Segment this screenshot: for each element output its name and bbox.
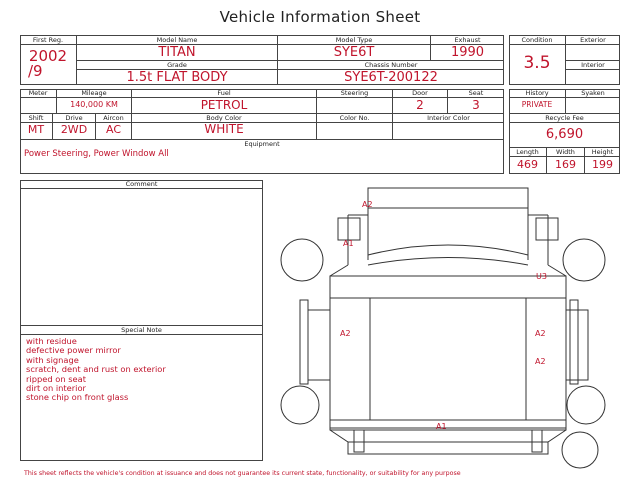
recycle-fee-label: Recycle Fee <box>545 114 584 122</box>
syaken-label: Syaken <box>581 89 605 97</box>
body-color-value: WHITE <box>204 122 244 136</box>
special-note-item: defective power mirror <box>26 345 121 356</box>
height-label: Height <box>591 148 614 156</box>
damage-mark-right-side-2: A2 <box>535 357 546 366</box>
mileage-value: 140,000 KM <box>70 100 118 109</box>
shift-label: Shift <box>28 114 44 122</box>
damage-mark-rear: A1 <box>436 422 447 431</box>
damage-mark-left-side: A2 <box>340 329 351 338</box>
special-note-item: dirt on interior <box>26 383 86 394</box>
model-name-label: Model Name <box>156 36 198 44</box>
length-label: Length <box>516 148 539 156</box>
width-value: 169 <box>555 158 576 171</box>
damage-mark-right-front: U3 <box>536 272 547 281</box>
door-value: 2 <box>416 98 424 112</box>
special-note-item: with signage <box>26 354 79 365</box>
body-color-label: Body Color <box>206 114 242 122</box>
interior-color-label: Interior Color <box>427 114 470 122</box>
equipment-value: Power Steering, Power Window All <box>24 149 169 159</box>
damage-mark-top: A2 <box>362 200 373 209</box>
sheet-title: Vehicle Information Sheet <box>219 8 421 26</box>
condition-value: 3.5 <box>523 53 551 73</box>
steering-label: Steering <box>340 89 369 97</box>
equipment-label: Equipment <box>244 140 280 148</box>
exhaust-value: 1990 <box>450 45 485 60</box>
special-note-item: stone chip on front glass <box>26 392 129 403</box>
recycle-fee-value: 6,690 <box>545 127 584 142</box>
disclaimer-footer: This sheet reflects the vehicle's condition at issuance and does not guarantee its current state, functionality, or suitability for any purpose <box>24 470 461 477</box>
comment-label: Comment <box>125 180 158 188</box>
mileage-label: Mileage <box>81 89 107 97</box>
shift-value: MT <box>27 123 45 136</box>
meter-label: Meter <box>28 89 48 97</box>
door-label: Door <box>412 89 428 97</box>
exterior-label: Exterior <box>580 36 606 44</box>
special-note-item: with residue <box>26 336 77 346</box>
chassis-number-label: Chassis Number <box>364 61 418 69</box>
length-value: 469 <box>517 158 538 171</box>
seat-value: 3 <box>472 98 480 112</box>
exhaust-label: Exhaust <box>454 36 481 44</box>
history-label: History <box>525 89 549 97</box>
aircon-value: AC <box>105 123 121 136</box>
fuel-value: PETROL <box>200 98 248 112</box>
grade-value: 1.5t FLAT BODY <box>126 70 228 85</box>
width-label: Width <box>556 148 575 156</box>
first-reg-month: /9 <box>28 62 43 80</box>
color-no-label: Color No. <box>339 114 370 122</box>
fuel-label: Fuel <box>217 89 231 97</box>
aircon-label: Aircon <box>103 114 124 122</box>
condition-label: Condition <box>521 36 553 44</box>
seat-label: Seat <box>468 89 484 97</box>
vehicle-damage-diagram <box>268 180 628 470</box>
history-value: PRIVATE <box>521 100 553 109</box>
interior-label: Interior <box>581 61 605 69</box>
height-value: 199 <box>592 158 613 171</box>
drive-value: 2WD <box>60 123 88 136</box>
damage-mark-left-front: A1 <box>343 239 354 248</box>
damage-mark-right-side-1: A2 <box>535 329 546 338</box>
special-note-label: Special Note <box>121 326 162 334</box>
model-type-label: Model Type <box>335 36 373 44</box>
drive-label: Drive <box>65 114 83 122</box>
grade-label: Grade <box>167 61 187 69</box>
model-type-value: SYE6T <box>333 45 375 60</box>
first-reg-year: 2002 <box>28 47 68 65</box>
chassis-number-value: SYE6T-200122 <box>344 70 438 85</box>
special-note-item: scratch, dent and rust on exterior <box>26 364 166 375</box>
special-note-list <box>26 337 166 403</box>
model-name-value: TITAN <box>158 45 196 60</box>
special-note-item: ripped on seat <box>26 373 86 384</box>
comment-box <box>20 180 263 326</box>
first-reg-label: First Reg. <box>32 36 64 44</box>
